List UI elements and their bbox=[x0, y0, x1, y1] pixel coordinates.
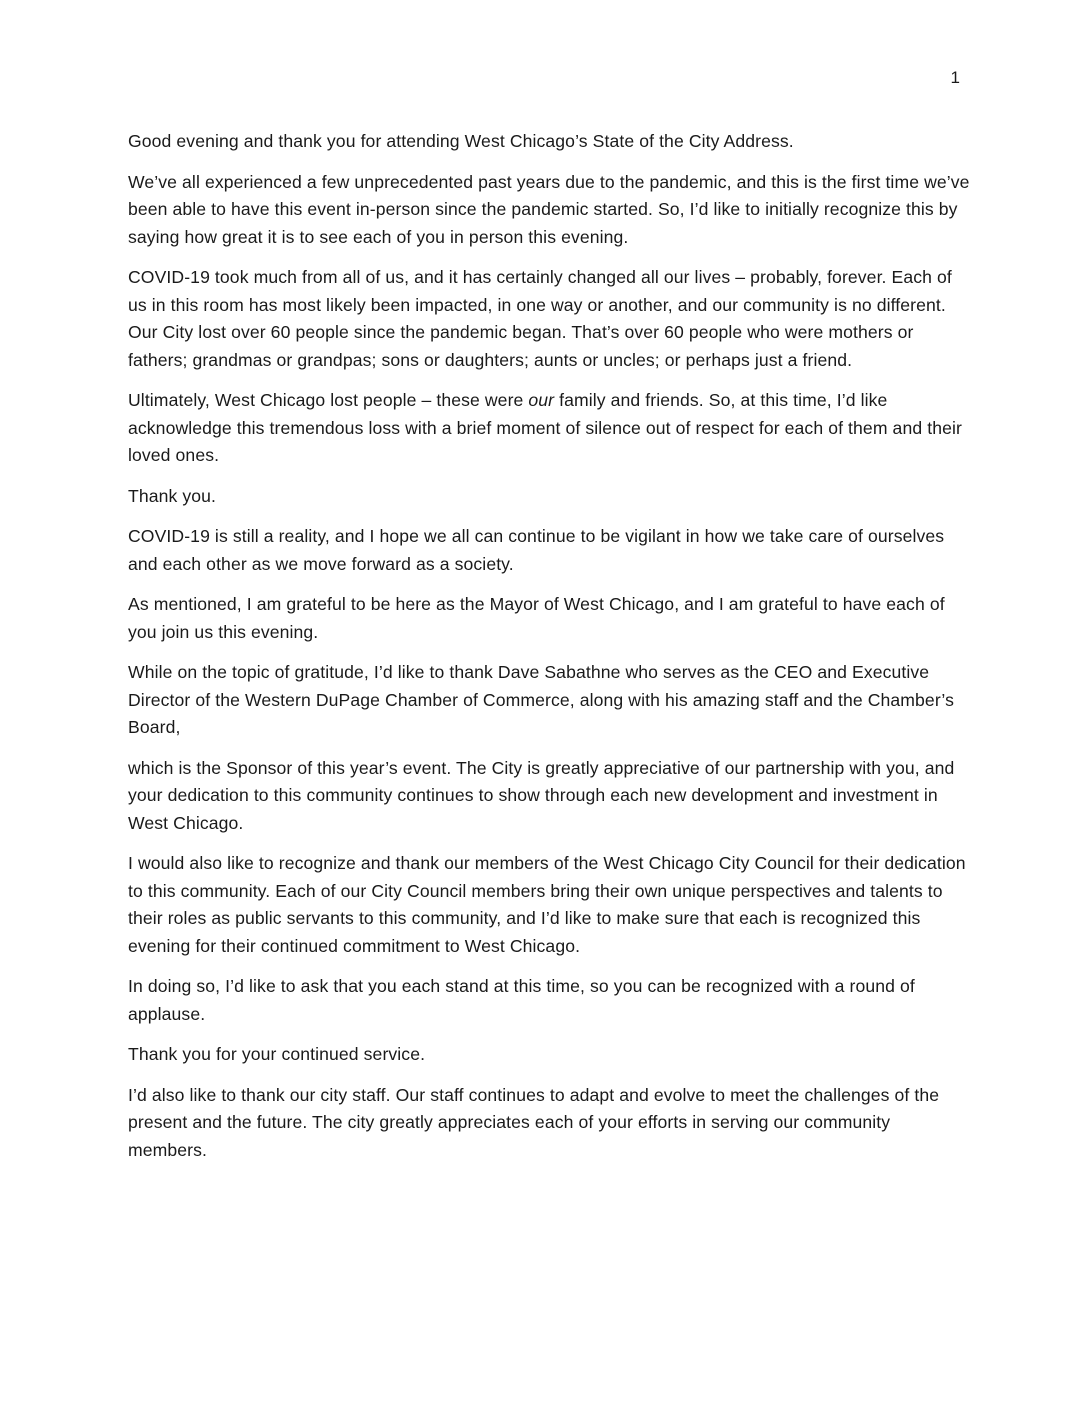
paragraph-city-council: I would also like to recognize and thank our members of the West Chicago City Council for their dedication to this community. Each of our City Council members bring their own unique perspectives and talents to their roles as public servants to this community, and I’d like to make sure that each is recognized this evening for their continued commitment to West Chicago. bbox=[128, 853, 966, 956]
paragraph-city-staff: I’d also like to thank our city staff. Our staff continues to adapt and evolve to meet the challenges of the present and the future. The city greatly appreciates each of your efforts in serving our community members. bbox=[128, 1084, 940, 1160]
paragraph-mayor-gratitude: As mentioned, I am grateful to be here as the Mayor of West Chicago, and I am grateful to have each of you join us this evening. bbox=[128, 594, 945, 642]
paragraph-moment-of-silence bbox=[128, 387, 970, 470]
paragraph-chamber-thanks: While on the topic of gratitude, I’d like to thank Dave Sabathne who serves as the CEO and Executive Director of the Western DuPage Chamber of Commerce, along with his amazing staff and the Chamber’s Board, bbox=[128, 662, 955, 737]
paragraph-pandemic-intro: We’ve all experienced a few unprecedented past years due to the pandemic, and this is the first time we’ve been able to have this event in-person since the pandemic started. So, I’d like to initially recognize this by saying how great it is to see each of you in person this evening. bbox=[128, 171, 970, 247]
document-body bbox=[128, 128, 970, 1177]
paragraph-moment-of-silence-start: Ultimately, West Chicago lost people – these were bbox=[128, 390, 529, 410]
paragraph-stand-request: In doing so, I’d like to ask that you each stand at this time, so you can be recognized with a round of applause. bbox=[128, 976, 915, 1024]
paragraph-thank-you: Thank you. bbox=[128, 485, 217, 506]
paragraph-greeting: Good evening and thank you for attending West Chicago’s State of the City Address. bbox=[128, 131, 794, 151]
paragraph-moment-of-silence-end: family and friends. So, at this time, I’d like acknowledge this tremendous loss with a brief moment of silence out of respect for each of them and their loved ones. bbox=[128, 390, 962, 465]
paragraph-sponsor: which is the Sponsor of this year’s event. The City is greatly appreciative of our partnership with you, and your dedication to this community continues to show through each new development and investment in West Chicago. bbox=[128, 757, 955, 833]
page-number: 1 bbox=[950, 68, 960, 87]
emphasized-word-our: our bbox=[528, 390, 555, 410]
paragraph-service-thanks: Thank you for your continued service. bbox=[128, 1044, 426, 1064]
paragraph-covid-reality: COVID-19 is still a reality, and I hope we all can continue to be vigilant in how we take care of ourselves and each other as we move forward as a society. bbox=[128, 526, 945, 574]
paragraph-covid-impact: COVID-19 took much from all of us, and it has certainly changed all our lives – probably, forever. Each of us in this room has most likely been impacted, in one way or another, and our community is no different. Our City lost over 60 people since the pandemic began. That’s over 60 people who were mothers or fathers; grandmas or grandpas; sons or daughters; aunts or uncles; or perhaps just a friend. bbox=[128, 267, 952, 370]
